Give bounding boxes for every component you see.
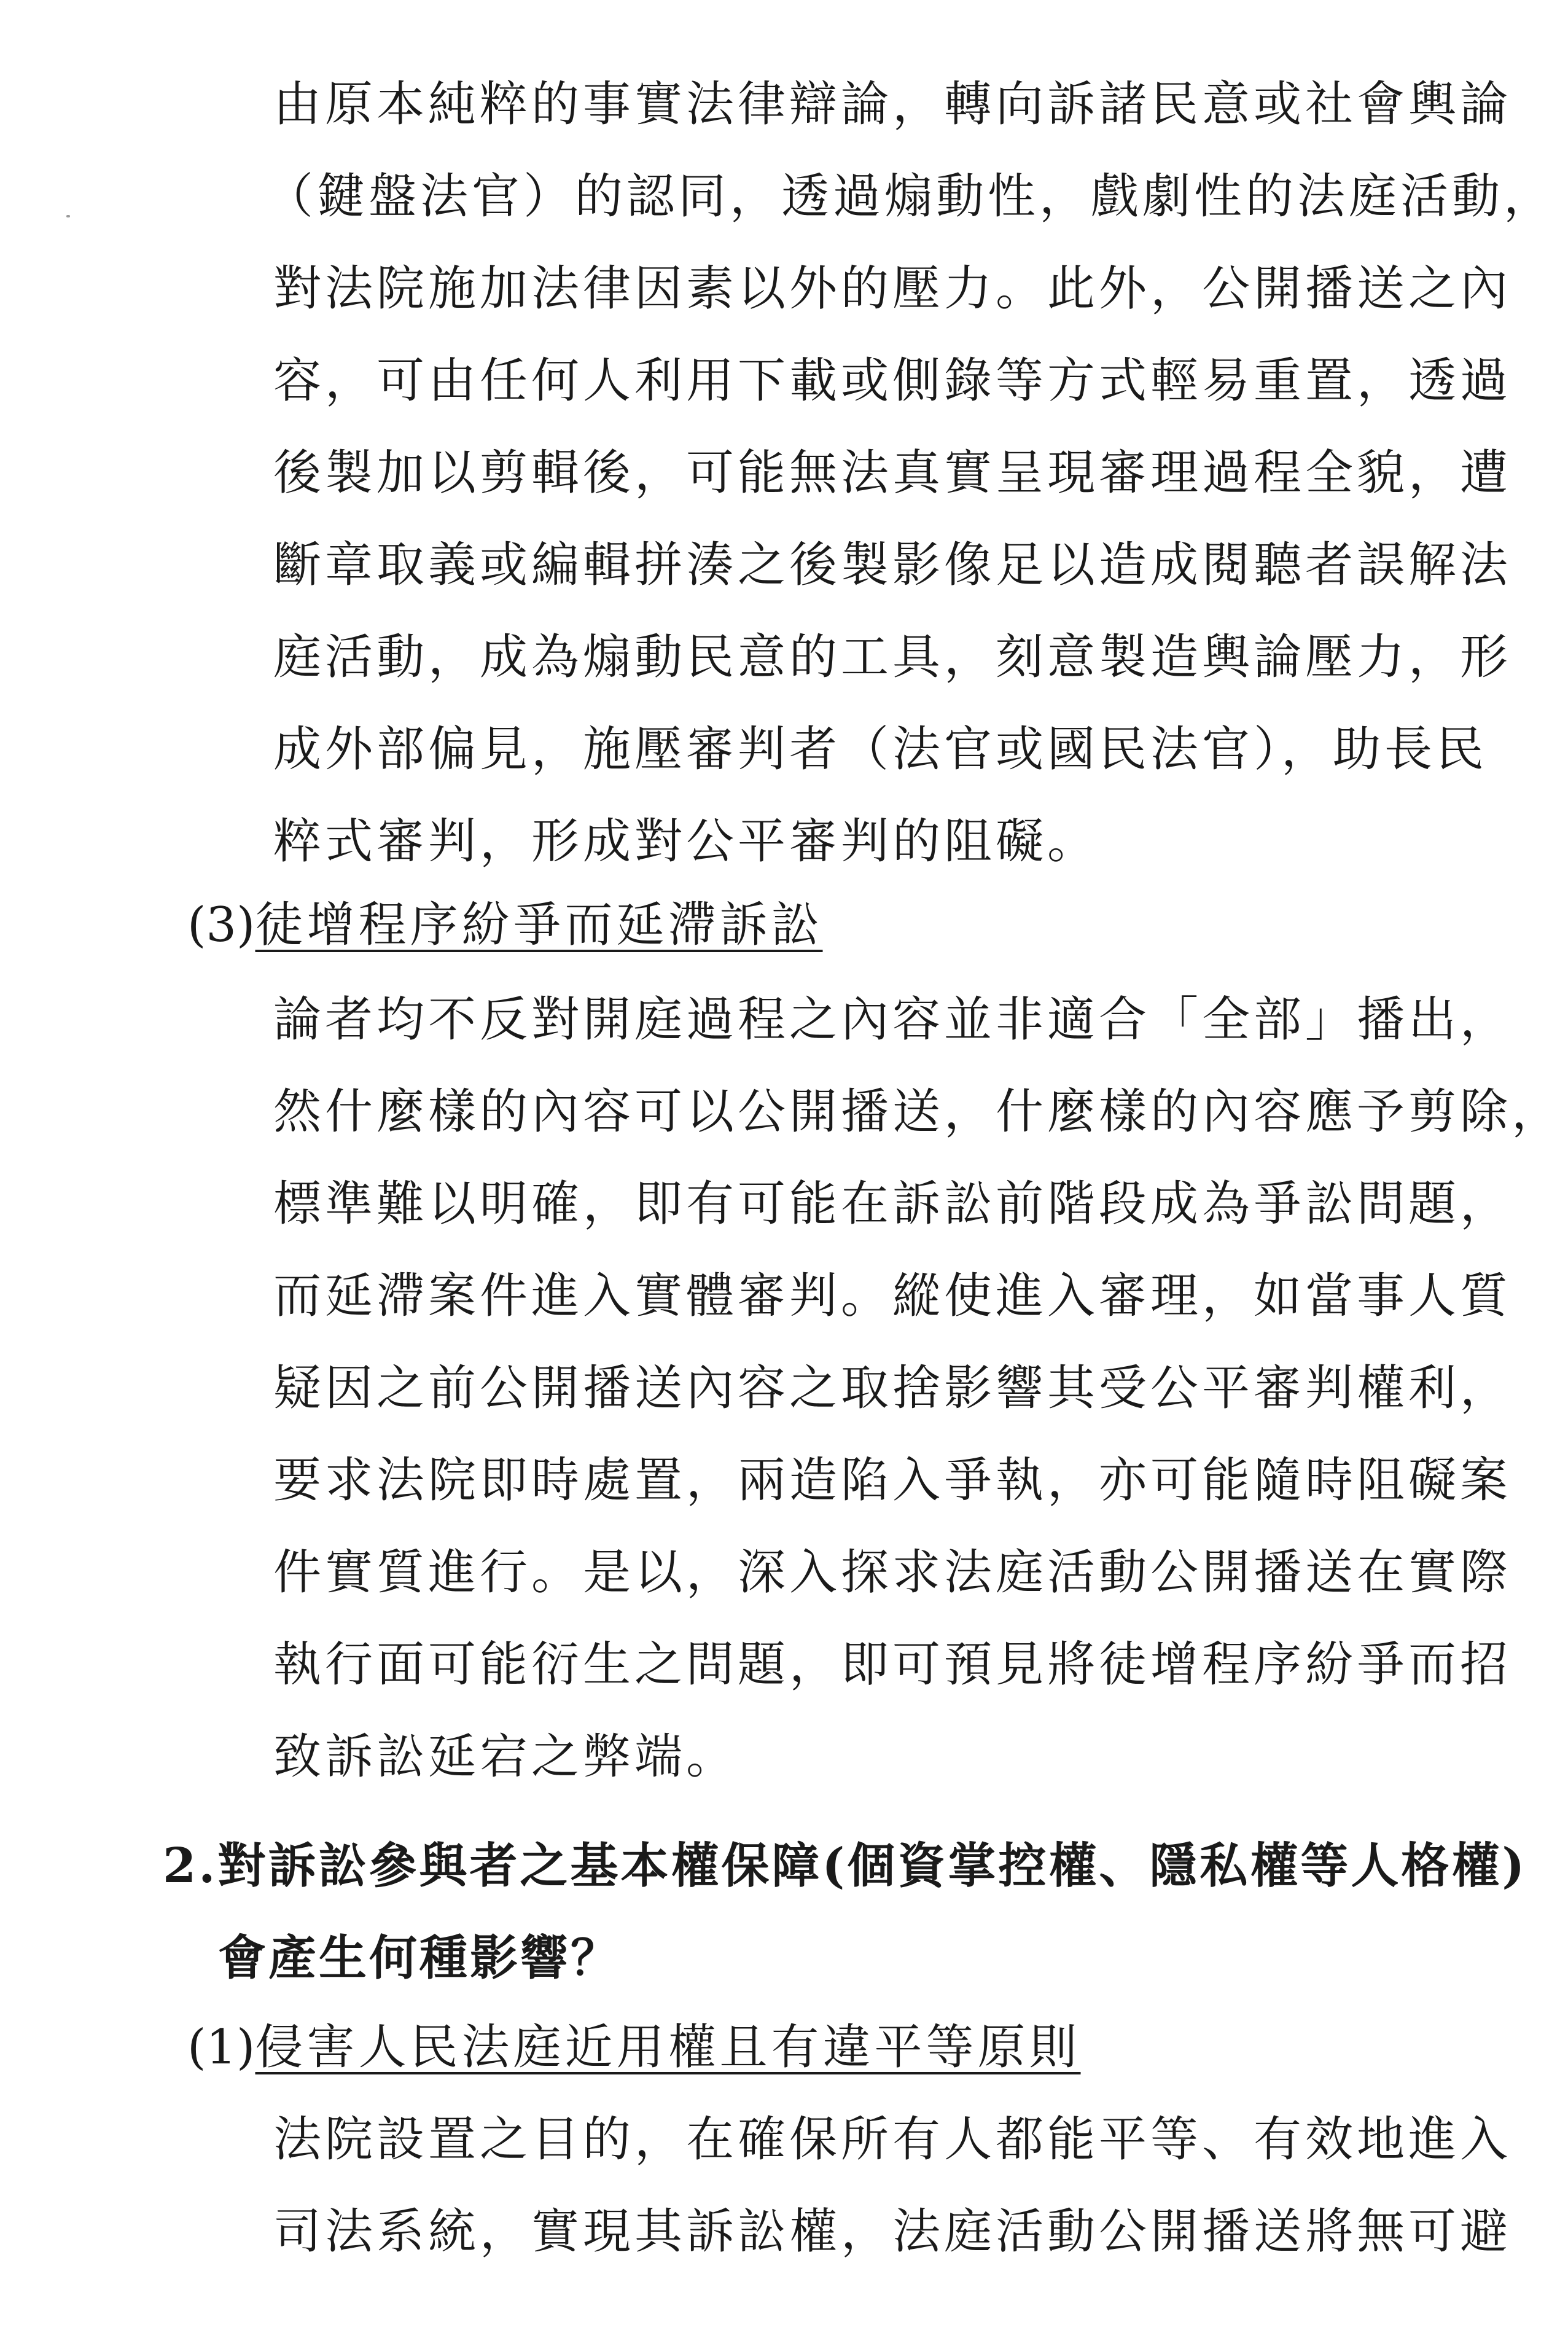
subsection-number: (1)	[187, 2020, 255, 2075]
paragraph-line: 論者均不反對開庭過程之內容並非適合「全部」播出，	[273, 992, 1512, 1047]
subsection-title: 侵害人民法庭近用權且有違平等原則	[255, 2020, 1081, 2075]
paragraph-line: 然什麼樣的內容可以公開播送，什麼樣的內容應予剪除，	[273, 1084, 1564, 1140]
scan-speck	[66, 215, 70, 217]
paragraph-line: 庭活動，成為煽動民意的工具，刻意製造輿論壓力，形	[273, 630, 1512, 685]
paragraph-line: 致訴訟延宕之弊端。	[273, 1729, 738, 1785]
subsection-3-heading	[187, 896, 823, 955]
paragraph-line: 件實質進行。是以，深入探求法庭活動公開播送在實際	[273, 1545, 1512, 1600]
paragraph-line: 標準難以明確，即有可能在訴訟前階段成為爭訟問題，	[273, 1176, 1512, 1232]
paragraph-line: 粹式審判，形成對公平審判的阻礙。	[273, 814, 1099, 869]
paragraph-line: 法院設置之目的，在確保所有人都能平等、有效地進入	[273, 2112, 1512, 2167]
subsection-number: (3)	[187, 897, 255, 953]
paragraph-line: 對法院施加法律因素以外的壓力。此外，公開播送之內	[273, 261, 1512, 316]
subsection-title: 徒增程序紛爭而延滯訴訟	[255, 897, 823, 953]
paragraph-line: 斷章取義或編輯拼湊之後製影像足以造成閱聽者誤解法	[273, 538, 1512, 593]
paragraph-line: 疑因之前公開播送內容之取捨影響其受公平審判權利，	[273, 1361, 1512, 1416]
paragraph-line: 由原本純粹的事實法律辯論，轉向訴諸民意或社會輿論	[273, 77, 1512, 132]
paragraph-line: 司法系統，實現其訴訟權，法庭活動公開播送將無可避	[273, 2204, 1512, 2259]
paragraph-line: 而延滯案件進入實體審判。縱使進入審理，如當事人質	[273, 1269, 1512, 1324]
paragraph-line: 後製加以剪輯後，可能無法真實呈現審理過程全貌，遭	[273, 445, 1512, 501]
paragraph-line: 成外部偏見，施壓審判者（法官或國民法官），助長民	[273, 722, 1488, 777]
subsection-1-heading	[187, 2018, 1081, 2077]
paragraph-line: 要求法院即時處置，兩造陷入爭執，亦可能隨時阻礙案	[273, 1453, 1512, 1508]
paragraph-line: 容，可由任何人利用下載或側錄等方式輕易重置，透過	[273, 353, 1512, 409]
paragraph-line: （鍵盤法官）的認同，透過煽動性，戲劇性的法庭活動，	[265, 169, 1556, 224]
paragraph-line: 執行面可能衍生之問題，即可預見將徒增程序紛爭而招	[273, 1637, 1512, 1692]
question-heading-continued: 會產生何種影響？	[218, 1930, 622, 1986]
question-heading: 2.對訴訟參與者之基本權保障(個資掌控權、隱私權等人格權)	[163, 1838, 1527, 1894]
